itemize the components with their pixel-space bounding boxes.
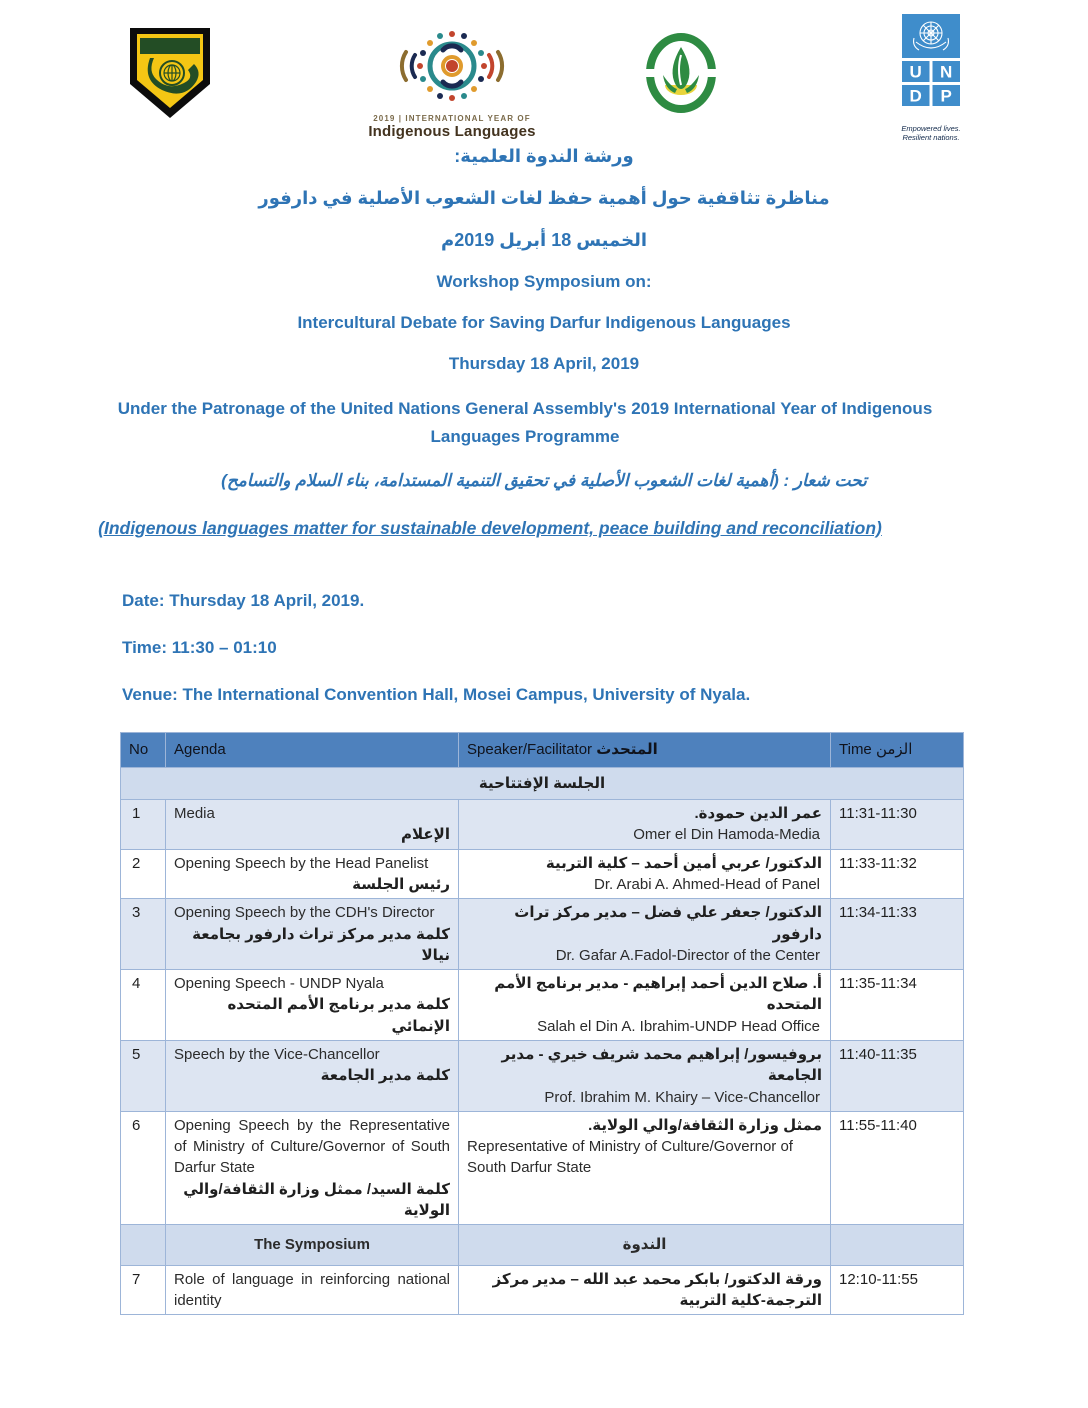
row-no: 2 <box>121 849 166 899</box>
agenda-ar: كلمة السيد/ ممثل وزارة الثقافة/والي الولاية <box>183 1180 450 1220</box>
speaker-ar: ممثل وزارة الثقافة/والي الولاية. <box>588 1116 822 1134</box>
speaker-ar: عمر الدين حمودة. <box>694 805 822 823</box>
logo-strip <box>0 0 1088 143</box>
arabic-slogan: تحت شعار : (أهمية لغات الشعوب الأصلية في تحقيق التنمية المستدامة، بناء السلام والتسامح) <box>221 471 867 491</box>
row-agenda <box>166 1041 459 1112</box>
table-header-row <box>121 733 964 767</box>
undp-emblem-icon <box>902 14 960 116</box>
col-header-speaker <box>459 733 831 767</box>
undp-logo <box>896 14 966 143</box>
patronage-heading: Under the Patronage of the United Nations General Assembly's 2019 International Year of Indigenous Languages Programme <box>117 399 933 446</box>
section-symposium-en: The Symposium <box>166 1225 459 1265</box>
section-row-opening-session <box>121 767 964 799</box>
table-row <box>121 899 964 970</box>
iyil-2019-logo <box>352 28 552 140</box>
agenda-en: Media <box>174 805 215 823</box>
col-header-time-ar: الزمن <box>875 741 913 759</box>
event-venue: Venue: The International Convention Hall, Mosei Campus, University of Nyala. <box>122 685 751 705</box>
row-time: 11:31-11:30 <box>831 800 964 850</box>
agenda-ar: كلمة مدير برنامج الأمم المتحده الإنمائي <box>227 996 450 1035</box>
agenda-en: Speech by the Vice-Chancellor <box>174 1046 380 1063</box>
speaker-en: Salah el Din A. Ibrahim-UNDP Head Office <box>537 1017 820 1035</box>
row-speaker <box>459 1265 831 1315</box>
event-details <box>0 565 1088 705</box>
speaker-ar: أ. صلاح الدين أحمد إبراهيم - مدير برنامج الأمم المتحده <box>494 975 822 1014</box>
row-speaker <box>459 849 831 899</box>
col-header-speaker-en: Speaker/Facilitator <box>467 741 593 759</box>
table-row <box>121 1111 964 1224</box>
row-no: 5 <box>121 1041 166 1112</box>
agenda-en: Opening Speech by the CDH's Director <box>174 904 435 922</box>
undp-tagline-line2: Resilient nations. <box>902 133 960 143</box>
speaker-en: Dr. Gafar A.Fadol-Director of the Center <box>555 946 820 964</box>
iyil-title: Indigenous Languages <box>368 123 536 140</box>
speaker-ar: الدكتور/ جعفر علي فضل – مدير مركز تراث دارفور <box>514 904 822 943</box>
iyil-year-line: 2019 | INTERNATIONAL YEAR OF <box>373 114 531 123</box>
symposium-date-heading: Thursday 18 April, 2019 <box>448 354 640 373</box>
row-no: 7 <box>121 1265 166 1315</box>
speaker-en: Representative of Ministry of Culture/Governor of South Darfur State <box>467 1138 793 1177</box>
undp-tagline <box>896 124 966 143</box>
row-no: 4 <box>121 970 166 1041</box>
row-speaker <box>459 899 831 970</box>
row-time: 11:35-11:34 <box>831 970 964 1041</box>
row-agenda <box>166 800 459 850</box>
agenda-ar: كلمة مدير مركز تراث دارفور بجامعة نيالا <box>192 925 450 964</box>
svg-text:U: U <box>909 62 922 82</box>
event-time: Time: 11:30 – 01:10 <box>122 638 277 658</box>
table-row <box>121 849 964 899</box>
row-time: 11:40-11:35 <box>831 1041 964 1112</box>
arabic-title-line2: مناظرة تثاقفية حول أهمية حفظ لغات الشعوب الأصلية في دارفور <box>258 188 830 208</box>
symposium-title: Intercultural Debate for Saving Darfur Indigenous Languages <box>297 313 791 332</box>
agenda-en: Opening Speech by the Head Panelist <box>174 854 429 872</box>
cdh-emblem-icon <box>645 33 717 113</box>
row-speaker <box>459 1111 831 1224</box>
section-symposium-empty-no <box>121 1225 166 1265</box>
document-headings <box>0 132 1088 544</box>
speaker-en: Prof. Ibrahim M. Khairy – Vice-Chancellor <box>544 1088 820 1106</box>
row-agenda <box>166 1265 459 1315</box>
agenda-ar: كلمة مدير الجامعة <box>320 1067 450 1085</box>
row-agenda <box>166 1111 459 1224</box>
speaker-ar: بروفيسور/ إبراهيم محمد شريف خيري - مدير الجامعة <box>501 1046 822 1085</box>
row-no: 3 <box>121 899 166 970</box>
table-row <box>121 970 964 1041</box>
speaker-ar: ورقة الدكتور/ بابكر محمد عبد الله – مدير مركز الترجمة-كلية التربية <box>492 1270 822 1309</box>
col-header-no: No <box>121 733 166 767</box>
undp-tagline-line1: Empowered lives. <box>901 124 961 133</box>
agenda-en: Role of language in reinforcing national identity <box>174 1270 450 1309</box>
col-header-time <box>831 733 964 767</box>
section-symposium-ar: الندوة <box>459 1225 831 1265</box>
agenda-table <box>120 732 964 1315</box>
row-agenda <box>166 899 459 970</box>
row-no: 6 <box>121 1111 166 1224</box>
svg-text:N: N <box>940 62 953 82</box>
svg-text:P: P <box>940 86 952 106</box>
agenda-ar: رئيس الجلسة <box>352 875 450 893</box>
row-no: 1 <box>121 800 166 850</box>
row-agenda <box>166 970 459 1041</box>
row-time: 12:10-11:55 <box>831 1265 964 1315</box>
speaker-en: Omer el Din Hamoda-Media <box>633 826 820 844</box>
arabic-title-line3: الخميس 18 أبريل 2019م <box>441 230 647 250</box>
section-row-symposium <box>121 1225 964 1265</box>
row-speaker <box>459 970 831 1041</box>
row-time: 11:55-11:40 <box>831 1111 964 1224</box>
table-row <box>121 1041 964 1112</box>
centre-for-darfur-heritage-logo-icon <box>645 33 717 118</box>
speaker-en: Dr. Arabi A. Ahmed-Head of Panel <box>594 875 820 893</box>
row-agenda <box>166 849 459 899</box>
table-row <box>121 1265 964 1315</box>
section-opening-label: الجلسة الإفتتاحية <box>121 767 964 799</box>
agenda-en: Opening Speech by the Representative of Ministry of Culture/Governor of South Darfur State <box>174 1116 450 1177</box>
iyil-emblem-icon <box>377 28 527 106</box>
speaker-ar: الدكتور/ عربي أمين أحمد – كلية التربية <box>545 854 822 872</box>
col-header-speaker-ar: المتحدث <box>596 741 658 759</box>
workshop-symposium-heading: Workshop Symposium on: <box>436 272 652 291</box>
university-crest-icon <box>126 26 214 120</box>
event-date: Date: Thursday 18 April, 2019. <box>122 591 365 611</box>
section-symposium-empty-time <box>831 1225 964 1265</box>
agenda-ar: الإعلام <box>401 826 450 844</box>
row-speaker <box>459 800 831 850</box>
english-slogan: (Indigenous languages matter for sustainable development, peace building and reconciliation) <box>98 518 882 539</box>
agenda-en: Opening Speech - UNDP Nyala <box>174 975 384 993</box>
row-speaker <box>459 1041 831 1112</box>
row-time: 11:33-11:32 <box>831 849 964 899</box>
row-time: 11:34-11:33 <box>831 899 964 970</box>
arabic-title-line1: ورشة الندوة العلمية: <box>454 146 634 166</box>
col-header-time-en: Time <box>839 741 872 759</box>
table-row <box>121 800 964 850</box>
svg-text:D: D <box>909 86 922 106</box>
col-header-agenda: Agenda <box>166 733 459 767</box>
university-of-nyala-logo-icon <box>126 26 214 125</box>
